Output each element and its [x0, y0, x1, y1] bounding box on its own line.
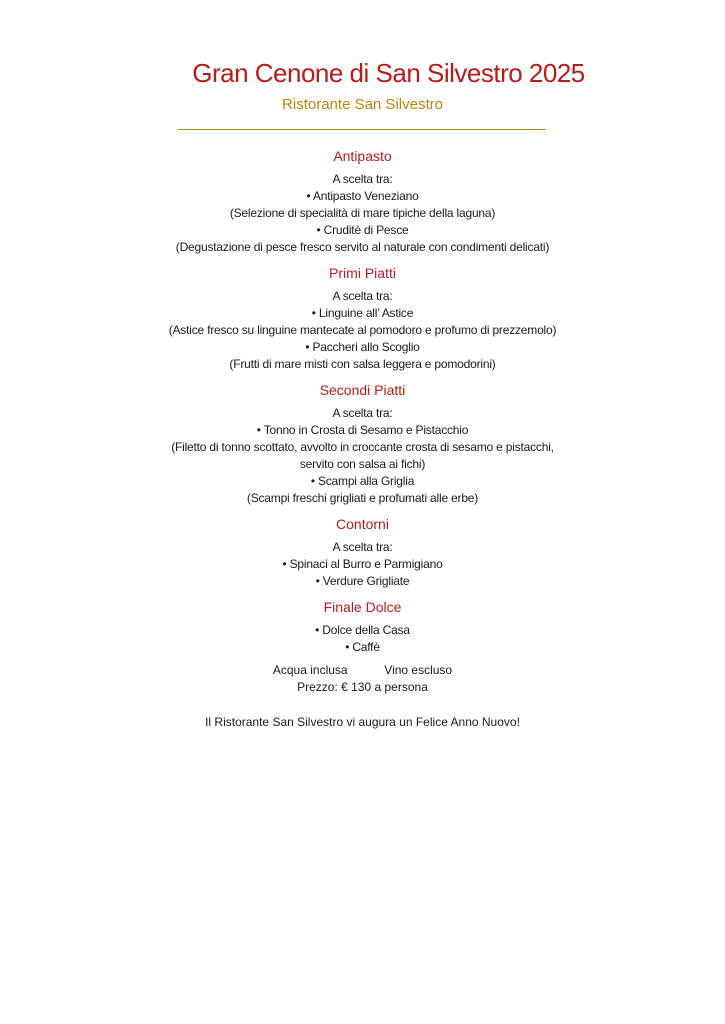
section-title: Primi Piatti	[329, 265, 396, 281]
menu-line: • Verdure Grigliate	[315, 574, 410, 588]
header-divider	[178, 129, 546, 130]
menu-line: (Selezione di specialità di mare tipiche della laguna)	[229, 206, 496, 220]
section-title: Finale Dolce	[323, 599, 402, 615]
menu-line: • Spinaci al Burro e Parmigiano	[282, 557, 443, 571]
menu-line: A scelta tra:	[332, 406, 393, 420]
wine-note: Vino escluso	[384, 663, 453, 677]
menu-line: A scelta tra:	[332, 289, 393, 303]
menu-line: • Tonno in Crosta di Sesamo e Pistacchio	[256, 423, 469, 437]
water-note: Acqua inclusa	[272, 663, 348, 677]
price-text: Prezzo: € 130 a persona	[297, 680, 428, 694]
menu-line: A scelta tra:	[332, 172, 393, 186]
section-finale-dolce	[0, 596, 725, 656]
section-antipasto	[0, 145, 725, 256]
section-secondi-piatti	[0, 379, 725, 507]
section-title: Contorni	[336, 516, 389, 532]
menu-line: (Frutti di mare misti con salsa leggera e pomodorini)	[229, 357, 496, 371]
section-primi-piatti	[0, 262, 725, 373]
menu-line: • Linguine all’ Astice	[311, 306, 414, 320]
menu-title: Gran Cenone di San Silvestro 2025	[192, 58, 585, 88]
menu-line: • Caffè	[345, 640, 380, 654]
menu-line: • Paccheri allo Scoglio	[305, 340, 420, 354]
section-title: Antipasto	[333, 148, 392, 164]
menu-line: (Astice fresco su linguine mantecate al pomodoro e profumo di prezzemolo)	[168, 323, 557, 337]
menu-line: • Cruditè di Pesce	[316, 223, 409, 237]
menu-line: (Filetto di tonno scottato, avvolto in croccante crosta di sesamo e pistacchi,	[171, 440, 554, 454]
menu-content	[0, 145, 725, 731]
menu-line: (Scampi freschi grigliati e profumati alle erbe)	[246, 491, 479, 505]
closing-message: Il Ristorante San Silvestro vi augura un Felice Anno Nuovo!	[205, 715, 520, 729]
section-contorni	[0, 513, 725, 590]
restaurant-name: Ristorante San Silvestro	[282, 96, 443, 113]
menu-line: • Dolce della Casa	[315, 623, 410, 637]
menu-line: • Antipasto Veneziano	[306, 189, 419, 203]
menu-line: A scelta tra:	[332, 540, 393, 554]
drinks-row	[0, 662, 725, 679]
menu-line: (Degustazione di pesce fresco servito al naturale con condimenti delicati)	[175, 240, 550, 254]
section-title: Secondi Piatti	[319, 382, 406, 398]
menu-line: servito con salsa ai fichi)	[299, 457, 426, 471]
menu-line: • Scampi alla Griglia	[310, 474, 415, 488]
menu-extras	[0, 662, 725, 696]
